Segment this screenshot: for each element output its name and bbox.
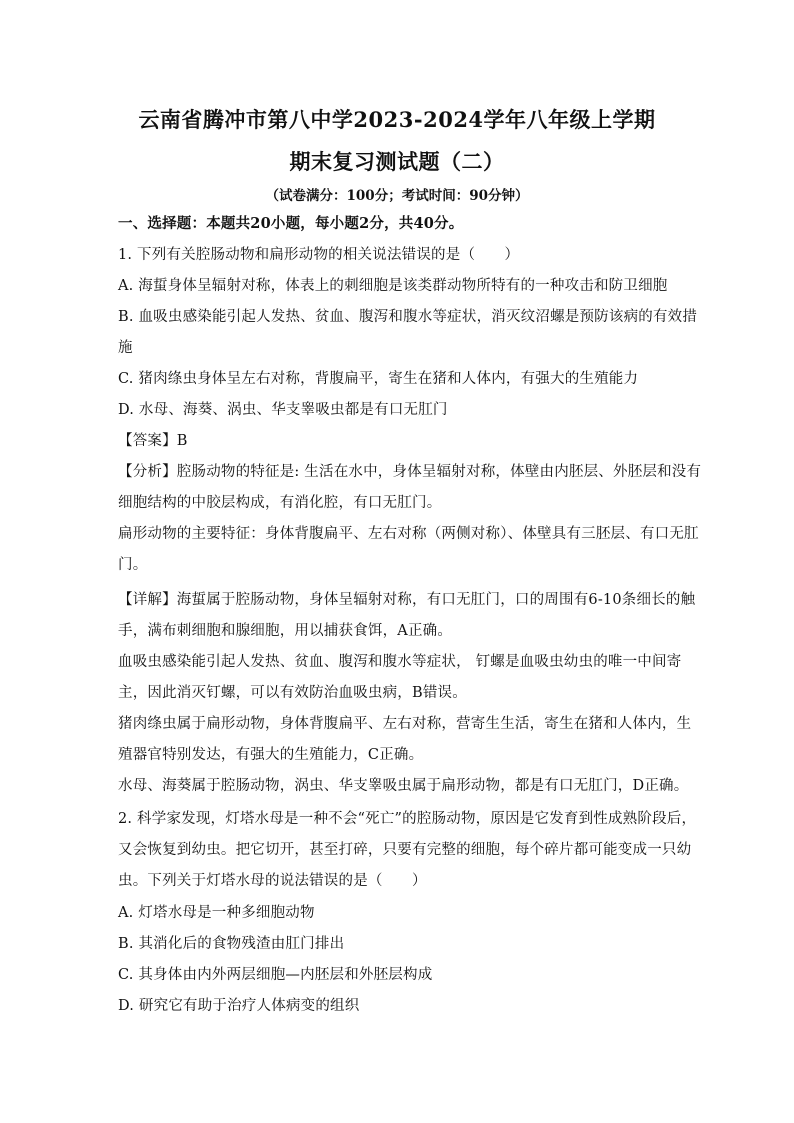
document-subtitle-title: 期末复习测试题（二） (289, 149, 505, 174)
question-1-detail-b: 血吸虫感染能引起人发热、贫血、腹泻和腹水等症状， 钉螺是血吸虫幼虫的唯一中间寄 (118, 654, 682, 670)
question-1-analysis: 【分析】腔肠动物的特征是: 生活在水中，身体呈辐射对称，体壁由内胚层、外胚层和没有 (118, 464, 702, 480)
question-1-detail-b-cont: 主，因此消灭钉螺，可以有效防治血吸虫病，B错误。 (118, 685, 467, 701)
question-2-stem: 2. 科学家发现，灯塔水母是一种不会“死亡”的腔肠动物，原因是它发育到性成熟阶段后， (118, 811, 697, 827)
question-1-option-c: C. 猪肉绦虫身体呈左右对称，背腹扁平，寄生在猪和人体内，有强大的生殖能力 (118, 371, 639, 387)
question-1-option-b: B. 血吸虫感染能引起人发热、贫血、腹泻和腹水等症状，消灭纹沼螺是预防该病的有效措 (118, 309, 698, 325)
question-1-detail-c: 猪肉绦虫属于扁形动物，身体背腹扁平、左右对称，营寄生生活，寄生在猪和人体内，生 (118, 716, 692, 732)
question-1-detail-d: 水母、海葵属于腔肠动物，涡虫、华支睾吸虫属于扁形动物，都是有口无肛门，D正确。 (118, 778, 689, 794)
section-heading: 一、选择题：本题共20小题，每小题2分，共40分。 (118, 215, 464, 232)
question-2-option-a: A. 灯塔水母是一种多细胞动物 (118, 905, 315, 921)
question-1-option-b-cont: 施 (118, 340, 133, 356)
question-1-analysis-flatworm-cont: 门。 (118, 557, 148, 573)
question-2-option-c: C. 其身体由内外两层细胞—内胚层和外胚层构成 (118, 967, 433, 983)
question-2-option-d: D. 研究它有助于治疗人体病变的组织 (118, 998, 360, 1014)
question-2-stem-end: 虫。下列关于灯塔水母的说法错误的是（ ） (118, 873, 427, 889)
exam-info: （试卷满分：100分；考试时间：90分钟） (265, 188, 529, 204)
question-2-option-b: B. 其消化后的食物残渣由肛门排出 (118, 936, 345, 952)
question-1-option-a: A. 海蜇身体呈辐射对称，体表上的刺细胞是该类群动物所特有的一种攻击和防卫细胞 (118, 278, 668, 294)
document-title: 云南省腾冲市第八中学2023-2024学年八年级上学期 (138, 107, 656, 132)
question-1-analysis-flatworm: 扁形动物的主要特征：身体背腹扁平、左右对称（两侧对称）、体壁具有三胚层、有口无肛 (118, 526, 699, 542)
question-2-stem-cont: 又会恢复到幼虫。把它切开，甚至打碎，只要有完整的细胞，每个碎片都可能变成一只幼 (118, 842, 692, 858)
question-1-detail-c-cont: 殖器官特别发达，有强大的生殖能力，C正确。 (118, 747, 424, 763)
question-1-detail-cont: 手，满布刺细胞和腺细胞，用以捕获食饵，A正确。 (118, 623, 453, 639)
question-1-detail: 【详解】海蜇属于腔肠动物，身体呈辐射对称，有口无肛门，口的周围有6-10条细长的触 (118, 592, 696, 608)
question-1-analysis-cont: 细胞结构的中胶层构成，有消化腔，有口无肛门。 (118, 495, 442, 511)
question-1-stem: 1. 下列有关腔肠动物和扁形动物的相关说法错误的是（ ） (118, 247, 520, 263)
question-1-option-d: D. 水母、海葵、涡虫、华支睾吸虫都是有口无肛门 (118, 402, 448, 418)
question-1-answer: 【答案】B (118, 433, 188, 449)
